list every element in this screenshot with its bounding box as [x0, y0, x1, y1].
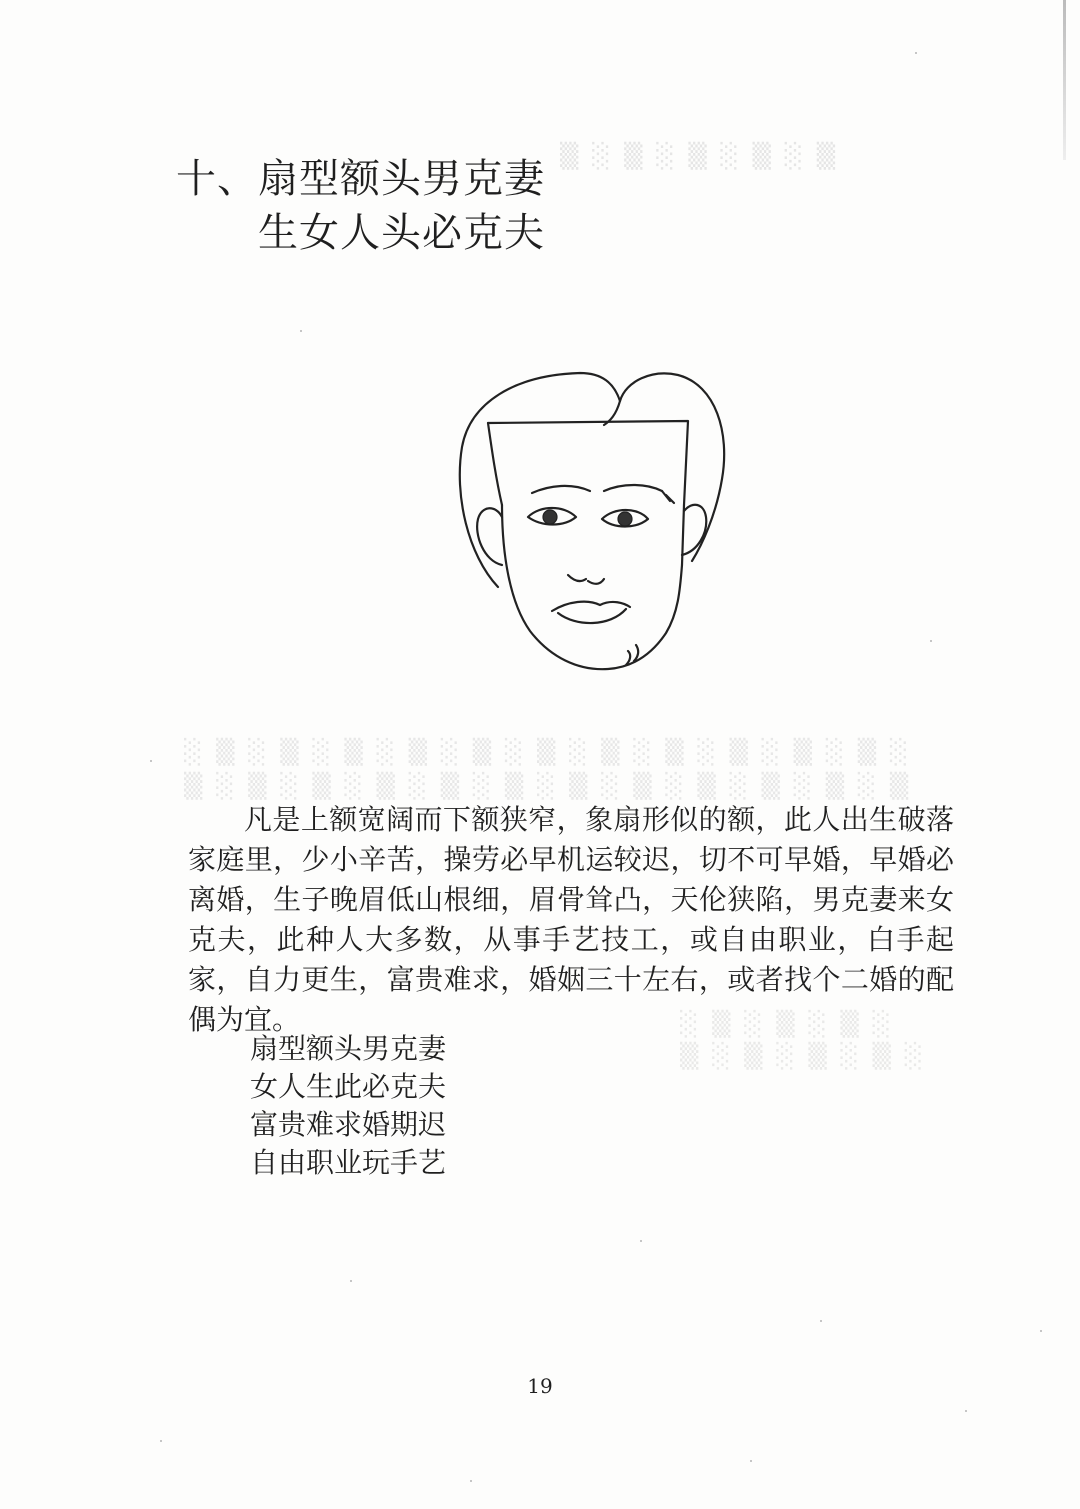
show-through-text: ▒ ░ ▒ ░ ▒ ░ ▒ ░	[680, 1042, 927, 1070]
verse-line-3: 富贵难求婚期迟	[250, 1108, 447, 1141]
show-through-text: ░ ▒ ░ ▒ ░ ▒ ░	[680, 1010, 894, 1038]
show-through-text: ░ ▒ ░ ▒ ░ ▒ ░ ▒ ░ ▒ ░ ▒ ░ ▒ ░ ▒ ░ ▒ ░ ▒ ░ ▒ ░	[184, 738, 912, 766]
verse-line-4: 自由职业玩手艺	[250, 1146, 447, 1179]
body-paragraph: 凡是上额宽阔而下额狭窄，象扇形似的额，此人出生破落家庭里，少小辛苦，操劳必早机运较迟，切不可早婚，早婚必离婚，生子晚眉低山根细，眉骨耸凸，天伦狭陷，男克妻来女克夫，此种人大多数，从事手艺技工，或自由职业，白手起家，自力更生，富贵难求，婚姻三十左右，或者找个二婚的配偶为宜。	[188, 803, 954, 1036]
section-title	[176, 152, 545, 260]
fan-forehead-face-illustration	[440, 355, 740, 685]
title-line-1: 十、扇型额头男克妻	[176, 156, 545, 202]
verse-line-2: 女人生此必克夫	[250, 1070, 447, 1103]
page-edge-shadow	[1063, 0, 1066, 160]
show-through-text: ▒ ░ ▒ ░ ▒ ░ ▒ ░ ▒ ░ ▒ ░ ▒ ░ ▒ ░ ▒ ░ ▒ ░ ▒ ░ ▒	[184, 772, 912, 800]
page-number: 19	[527, 1374, 553, 1398]
show-through-text: ▒ ░ ▒ ░ ▒ ░ ▒ ░ ▒	[560, 142, 839, 170]
verse-block	[250, 1030, 446, 1182]
verse-line-1: 扇型额头男克妻	[250, 1032, 447, 1065]
title-line-2: 生女人头必克夫	[258, 210, 545, 256]
